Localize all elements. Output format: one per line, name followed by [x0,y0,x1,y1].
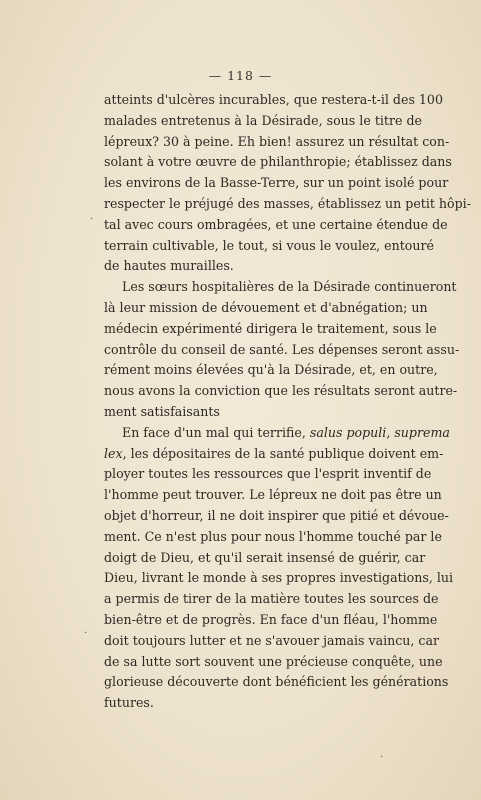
text-line: de sa lutte sort souvent une précieuse conquête, une [104,653,443,669]
text-line: bien-être et de progrès. En face d'un fléau, l'homme [104,611,438,627]
text-line: rément moins élevées qu'à la Désirade, et, en outre, [104,362,438,378]
page-number: — 118 — [208,68,273,83]
text-line: glorieuse découverte dont bénéficient les générations [104,674,449,690]
text-line: tal avec cours ombragées, et une certaine étendue de [104,216,448,232]
text-line: a permis de tirer de la matière toutes les sources de [104,591,439,607]
text-line: En face d'un mal qui terrifie, salus populi, suprema [122,424,450,440]
ink-speck: · [380,752,384,763]
text-line: atteints d'ulcères incurables, que restera-t-il des 100 [104,92,443,107]
text-line: les environs de la Basse-Terre, sur un point isolé pour [104,175,449,191]
text-line: futures. [104,695,154,711]
ink-speck: · [84,628,88,639]
text-line: médecin expérimenté dirigera le traitement, sous le [104,320,437,336]
latin-phrase: salus populi [309,424,387,440]
ink-speck: · [90,214,94,225]
text-line: lépreux? 30 à peine. Eh bien! assurez un résultat con- [104,133,450,149]
text-line: ment satisfaisants [104,403,220,419]
text-line: solant à votre œuvre de philanthropie; établissez dans [104,154,452,170]
paragraph-1 [104,90,471,277]
text-line: terrain cultivable, le tout, si vous le voulez, entouré [104,237,434,253]
text-line: l'homme peut trouver. Le lépreux ne doit pas être un [104,487,442,503]
paragraph-2 [104,277,460,423]
text-line: malades entretenus à la Désirade, sous le titre de [104,112,422,128]
text-line: Dieu, livrant le monde à ses propres investigations, lui [104,570,454,586]
text-line: de hautes murailles. [104,258,234,274]
text-line: Les sœurs hospitalières de la Désirade continueront [122,279,457,295]
text-line: doit toujours lutter et ne s'avouer jamais vaincu, car [104,632,439,648]
text-line: contrôle du conseil de santé. Les dépenses seront assu- [104,341,460,357]
latin-phrase: lex [104,445,123,461]
text-line: objet d'horreur, il ne doit inspirer que pitié et dévoue- [104,507,449,523]
text-line: ment. Ce n'est plus pour nous l'homme touché par le [104,528,442,544]
text-line: respecter le préjugé des masses, établissez un petit hôpi- [104,195,471,211]
latin-phrase: suprema [394,424,450,440]
text-line: ployer toutes les ressources que l'esprit inventif de [104,466,432,482]
text-line: là leur mission de dévouement et d'abnégation; un [104,299,428,315]
text-line: lex, les dépositaires de la santé publique doivent em- [104,445,444,461]
text-line: nous avons la conviction que les résultats seront autre- [104,383,458,399]
text-line: doigt de Dieu, et qu'il serait insensé de guérir, car [104,549,426,565]
paragraph-3 [104,423,454,714]
body-text [104,90,471,714]
